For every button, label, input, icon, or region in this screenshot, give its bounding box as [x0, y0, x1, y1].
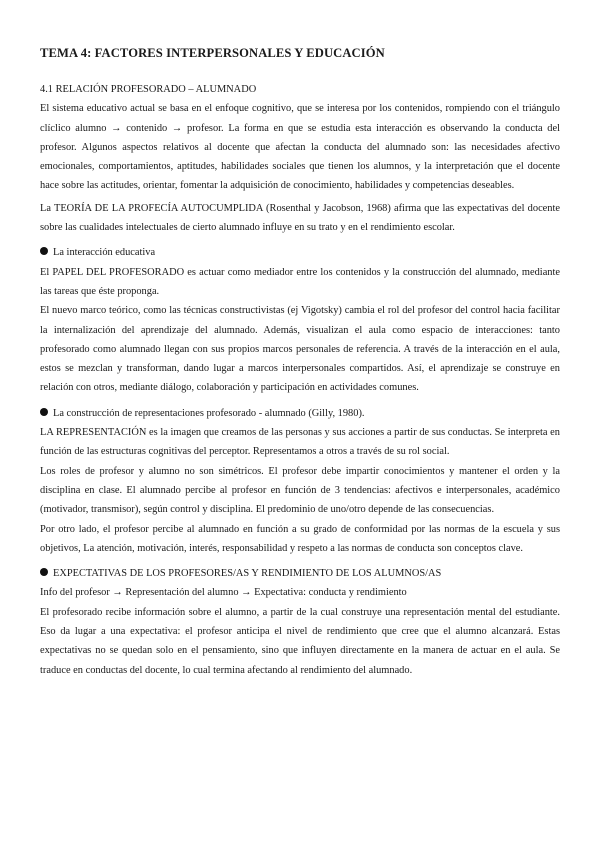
paragraph: El PAPEL DEL PROFESORADO es actuar como mediador entre los contenidos y la construcción del alumnado, mediante las tareas que éste proponga. [40, 266, 560, 297]
paragraph: Por otro lado, el profesor percibe al alumnado en función a su grado de conformidad por las normas de la escuela y sus objetivos, La atención, motivación, interés, responsabilidad y respeto a las normas de conducta son conceptos clave. [40, 523, 560, 554]
bullet-heading-text: La interacción educativa [53, 247, 156, 259]
bullet-icon [40, 247, 48, 255]
paragraph: LA REPRESENTACIÓN es la imagen que creamos de las personas y sus acciones a partir de sus conductas. Se interpreta en función de las estructuras cognitivas del perceptor. Representamos a otros a través de su rol social. [40, 427, 560, 458]
section-heading-relacion: 4.1 RELACIÓN PROFESORADO – ALUMNADO [40, 84, 257, 95]
bullet-heading [40, 243, 560, 262]
paragraph: El sistema educativo actual se basa en el enfoque cognitivo, que se interesa por los contenidos, rompiendo con el triángulo clíclico alumno → contenido → profesor. La forma en que se estudia esta interacción es observando la conducta del profesor. Algunos aspectos relativos al docente que afectan la conducta del alumnado son: las necesidades afectivo emocionales, comportamientos, aptitudes, habilidades sociales que tienen los alumnos, y la interpretación que el docente hace sobre las actitudes, orientar, fomentar la adquisición de conocimiento, habilidades y competencias deseables. [40, 103, 560, 192]
flow-line: Info del profesor → Representación del alumno → Expectativa: conducta y rendimiento [40, 587, 407, 599]
paragraph: Los roles de profesor y alumno no son simétricos. El profesor debe impartir conocimientos y mantener el orden y la disciplina en clase. El alumnado percibe al profesor en función de 3 tendencias: afectivos e interpersonales, académico (motivador, transmisor), según control y disciplina. El predominio de uno/otro depende de las consecuencias. [40, 465, 560, 516]
bullet-heading-text: EXPECTATIVAS DE LOS PROFESORES/AS Y RENDIMIENTO DE LOS ALUMNOS/AS [53, 568, 442, 580]
bullet-icon [40, 408, 48, 416]
paragraph: La TEORÍA DE LA PROFECÍA AUTOCUMPLIDA (Rosenthal y Jacobson, 1968) afirma que las expectativas del docente sobre las cualidades intelectuales de cierto alumnado influye en su trato y en el rendimiento escolar. [40, 202, 560, 234]
bullet-icon [40, 568, 48, 576]
paragraph: El profesorado recibe información sobre el alumno, a partir de la cual construye una representación mental del estudiante. Eso da lugar a una expectativa: el profesor anticipa el nivel de rendimiento que cree que el alumno alcanzará. Estas expectativas no se quedan solo en el pensamiento, sino que influyen directamente en la manera de actuar en el aula. Se traduce en conductas del docente, lo cual termina afectando al rendimiento del alumnado. [40, 606, 560, 676]
paragraph: El nuevo marco teórico, como las técnicas constructivistas (ej Vigotsky) cambia el rol del profesor del control hacia facilitar la internalización del aprendizaje del alumnado. Además, visualizan el aula como espacio de interacciones: tanto profesorado como alumnado llegan con sus propios marcos personales de referencia. A través de la interacción en el aula, estos se mezclan y transforman, dando lugar a marcos interpersonales compartidos. Así, el aprendizaje se construye en relación con otros, mediante diálogo, colaboración y participación en actividades comunes. [40, 305, 560, 394]
bullet-heading [40, 564, 560, 583]
document-body [40, 80, 560, 680]
bullet-heading-text: La construcción de representaciones profesorado - alumnado (Gilly, 1980). [53, 407, 365, 419]
bullet-heading [40, 404, 560, 423]
document-title: TEMA 4: FACTORES INTERPERSONALES Y EDUCACIÓN [40, 46, 385, 60]
